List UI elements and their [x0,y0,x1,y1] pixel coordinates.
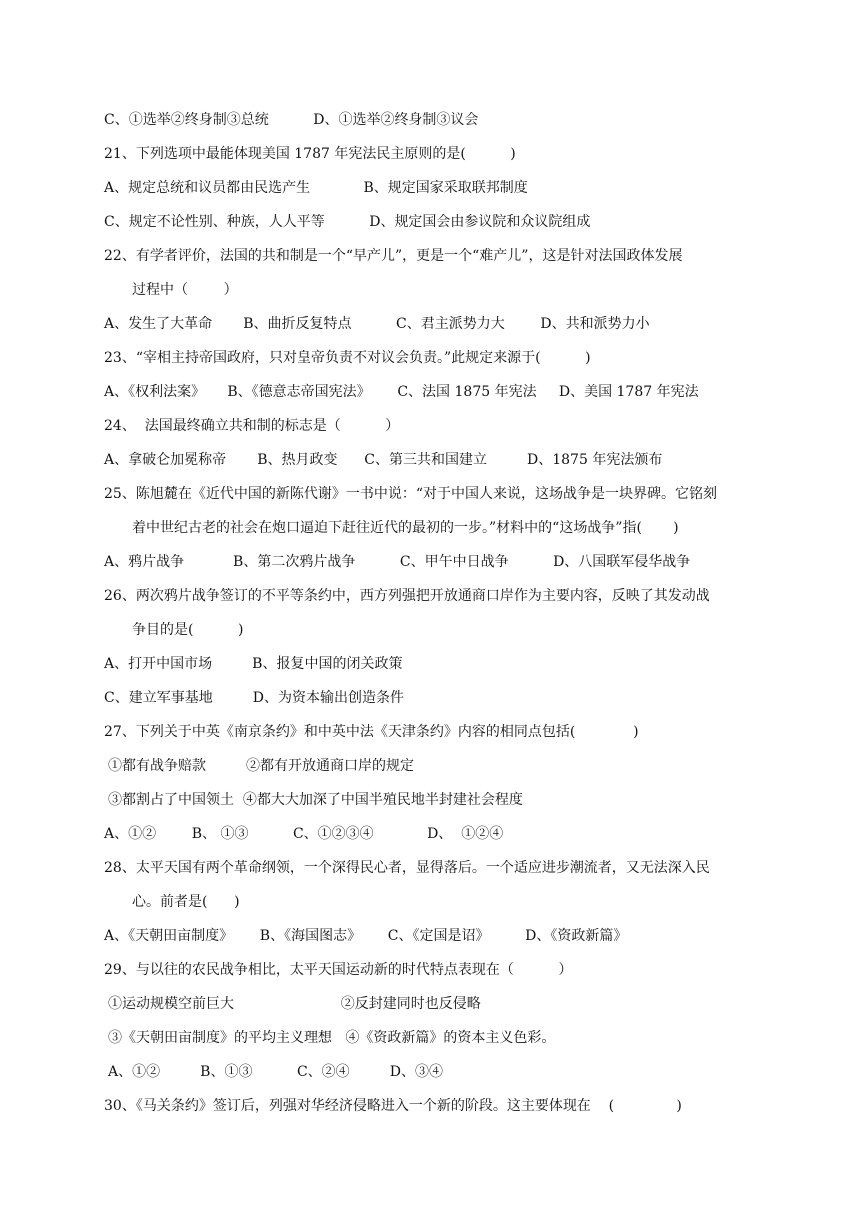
question-25: 25、陈旭麓在《近代中国的新陈代谢》一书中说：“对于中国人来说，这场战争是一块界碑。它铭刻 [104,486,717,502]
question-23: 23、“宰相主持帝国政府，只对皇帝负责不对议会负责。”此规定来源于( ) [104,350,591,366]
question-28-continued: 心。前者是( ) [132,894,240,910]
question-22-continued: 过程中（ ） [132,282,238,298]
answer-options-21-cd: C、规定不论性别、种族，人人平等 D、规定国会由参议院和众议院组成 [104,214,591,230]
question-26-continued: 争目的是( ) [132,622,244,638]
question-27: 27、下列关于中英《南京条约》和中英中法《天津条约》内容的相同点包括( ) [104,724,639,740]
question-22: 22、有学者评价，法国的共和制是一个“早产儿”，更是一个“难产儿”，这是针对法国政体发展 [104,248,683,264]
statement-29-3-4: ③《天朝田亩制度》的平均主义理想 ④《资政新篇》的资本主义色彩。 [108,1030,556,1046]
question-26: 26、两次鸦片战争签订的不平等条约中，西方列强把开放通商口岸作为主要内容，反映了其发动战 [104,588,710,604]
answer-options-22: A、发生了大革命 B、曲折反复特点 C、君主派势力大 D、共和派势力小 [104,316,650,332]
answer-options-21-ab: A、规定总统和议员都由民选产生 B、规定国家采取联邦制度 [104,180,528,196]
answer-options-28: A、《天朝田亩制度》 B、《海国图志》 C、《定国是诏》 D、《资政新篇》 [104,928,628,944]
question-21: 21、下列选项中最能体现美国 1787 年宪法民主原则的是( ) [104,146,516,162]
statement-29-1-2: ①运动规模空前巨大 ②反封建同时也反侵略 [108,996,481,1012]
answer-options-26-cd: C、建立军事基地 D、为资本输出创造条件 [104,690,404,706]
statement-27-3-4: ③都割占了中国领土 ④都大大加深了中国半殖民地半封建社会程度 [108,792,523,808]
statement-27-1-2: ①都有战争赔款 ②都有开放通商口岸的规定 [108,758,415,774]
question-25-continued: 着中世纪古老的社会在炮口逼迫下赶往近代的最初的一步。”材料中的“这场战争”指( ) [132,520,679,536]
answer-options-26-ab: A、打开中国市场 B、报复中国的闭关政策 [104,656,403,672]
question-30: 30、《马关条约》签订后，列强对华经济侵略进入一个新的阶段。这主要体现在 ( ) [104,1098,682,1114]
question-28: 28、太平天国有两个革命纲领，一个深得民心者，显得落后。一个适应进步潮流者，又无法深入民 [104,860,710,876]
answer-options-27: A、①② B、 ①③ C、①②③④ D、 ①②④ [104,826,504,842]
answer-options-25: A、鸦片战争 B、第二次鸦片战争 C、甲午中日战争 D、八国联军侵华战争 [104,554,691,570]
answer-options-20-cd: C、①选举②终身制③总统 D、①选举②终身制③议会 [104,112,479,128]
question-29: 29、与以往的农民战争相比，太平天国运动新的时代特点表现在（ ） [104,962,573,978]
answer-options-24: A、拿破仑加冕称帝 B、热月政变 C、第三共和国建立 D、1875 年宪法颁布 [104,452,663,468]
answer-options-29: A、①② B、①③ C、②④ D、③④ [108,1064,443,1080]
answer-options-23: A、《权利法案》 B、《德意志帝国宪法》 C、法国 1875 年宪法 D、美国 1787 年宪法 [104,384,699,400]
question-24: 24、 法国最终确立共和制的标志是（ ） [104,418,400,434]
